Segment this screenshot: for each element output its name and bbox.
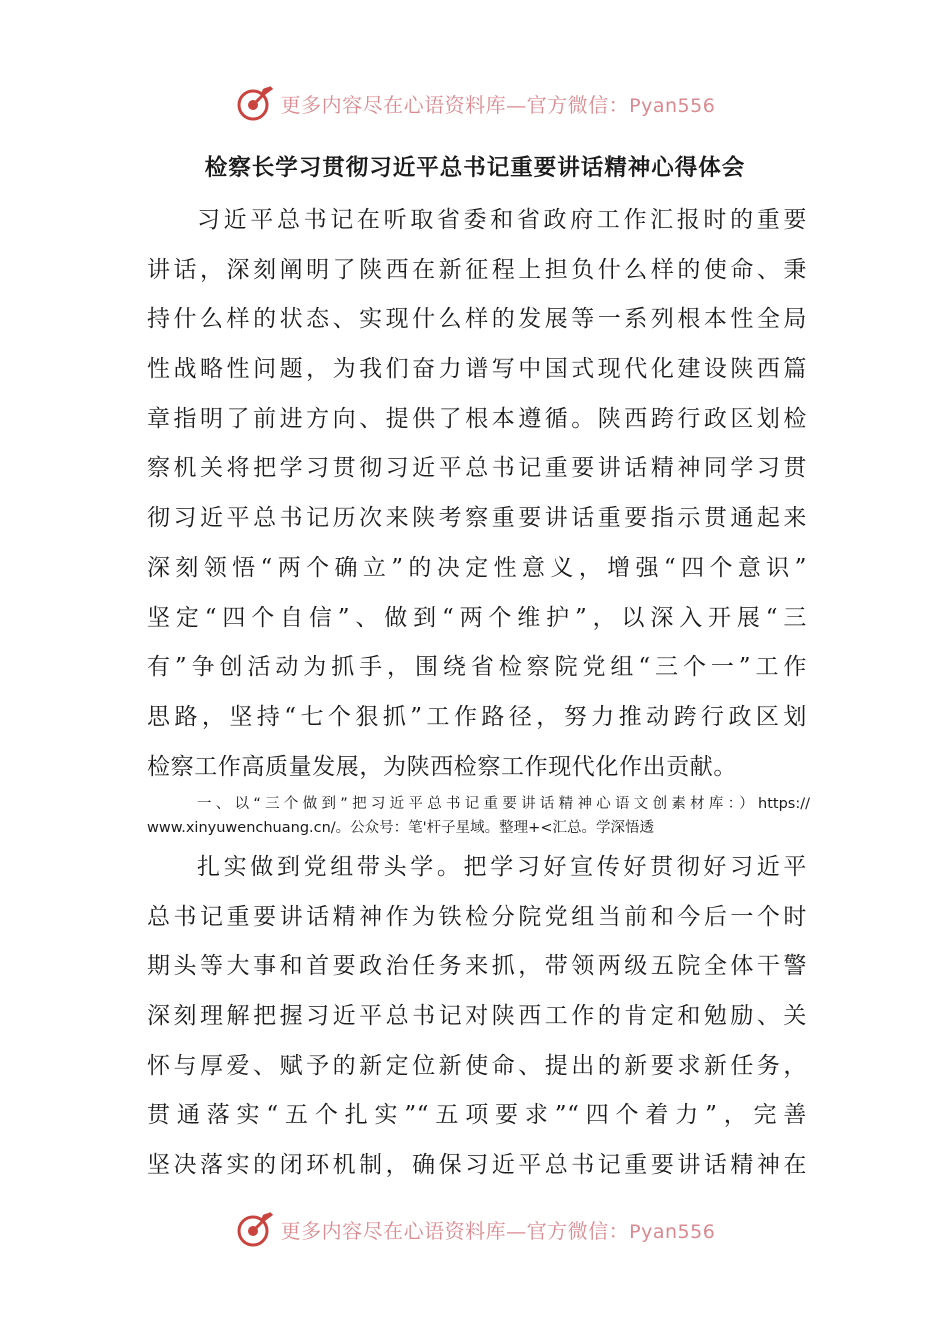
text-line: 性战略性问题，为我们奋力谱写中国式现代化建设陕西篇: [147, 356, 807, 383]
text-line: 持什么样的状态、实现什么样的发展等一系列根本性全局: [147, 306, 807, 333]
section-heading-note: [147, 792, 810, 840]
text-line: 贯通落实“五个扎实”“五项要求”“四个着力”，完善: [147, 1102, 807, 1129]
paragraph-2: [147, 843, 807, 1191]
document-title: 检察长学习贯彻习近平总书记重要讲话精神心得体会: [204, 155, 746, 181]
text-line: 期头等大事和首要政治任务来抓，带领两级五院全体干警: [147, 953, 807, 980]
note-line-1: 一、以“三个做到”把习近平总书记重要讲话精神心语文创素材库：）https://: [197, 796, 810, 812]
text-line: 章指明了前进方向、提供了根本遵循。陕西跨行政区划检: [147, 405, 807, 432]
paragraph-1: [147, 196, 807, 792]
footer-banner: [0, 1204, 950, 1254]
header-banner: [0, 78, 950, 128]
text-line: 讲话，深刻阐明了陕西在新征程上担负什么样的使命、秉: [147, 256, 807, 283]
text-line: 总书记重要讲话精神作为铁检分院党组当前和今后一个时: [147, 903, 807, 930]
note-line-2: www.xinyuwenchuang.cn/。公众号：笔'杆子星域。整理+<汇总。学深悟透: [147, 820, 654, 836]
text-line: 习近平总书记在听取省委和省政府工作汇报时的重要: [197, 207, 807, 233]
text-line: 深刻理解把握习近平总书记对陕西工作的肯定和勉励、关: [147, 1003, 807, 1030]
banner-text: 更多内容尽在心语资料库—官方微信：Pyan556: [280, 1218, 716, 1243]
text-line: 怀与厚爱、赋予的新定位新使命、提出的新要求新任务，: [147, 1052, 807, 1079]
text-line: 深刻领悟“两个确立”的决定性意义，增强“四个意识”: [147, 554, 807, 581]
text-line: 察机关将把学习贯彻习近平总书记重要讲话精神同学习贯: [147, 455, 807, 482]
text-line: 坚定“四个自信”、做到“两个维护”，以深入开展“三: [147, 604, 807, 631]
quill-logo-icon: [235, 83, 275, 123]
text-line: 扎实做到党组带头学。把学习好宣传好贯彻好习近平: [197, 854, 807, 880]
text-line: 思路，坚持“七个狠抓”工作路径，努力推动跨行政区划: [147, 703, 807, 730]
text-line: 有”争创活动为抓手，围绕省检察院党组“三个一”工作: [147, 654, 807, 681]
text-line: 坚决落实的闭环机制，确保习近平总书记重要讲话精神在: [147, 1152, 807, 1179]
text-line: 检察工作高质量发展，为陕西检察工作现代化作出贡献。: [147, 753, 737, 780]
banner-text: 更多内容尽在心语资料库—官方微信：Pyan556: [280, 92, 716, 117]
text-line: 彻习近平总书记历次来陕考察重要讲话重要指示贯通起来: [147, 505, 807, 532]
quill-logo-icon: [235, 1209, 275, 1249]
